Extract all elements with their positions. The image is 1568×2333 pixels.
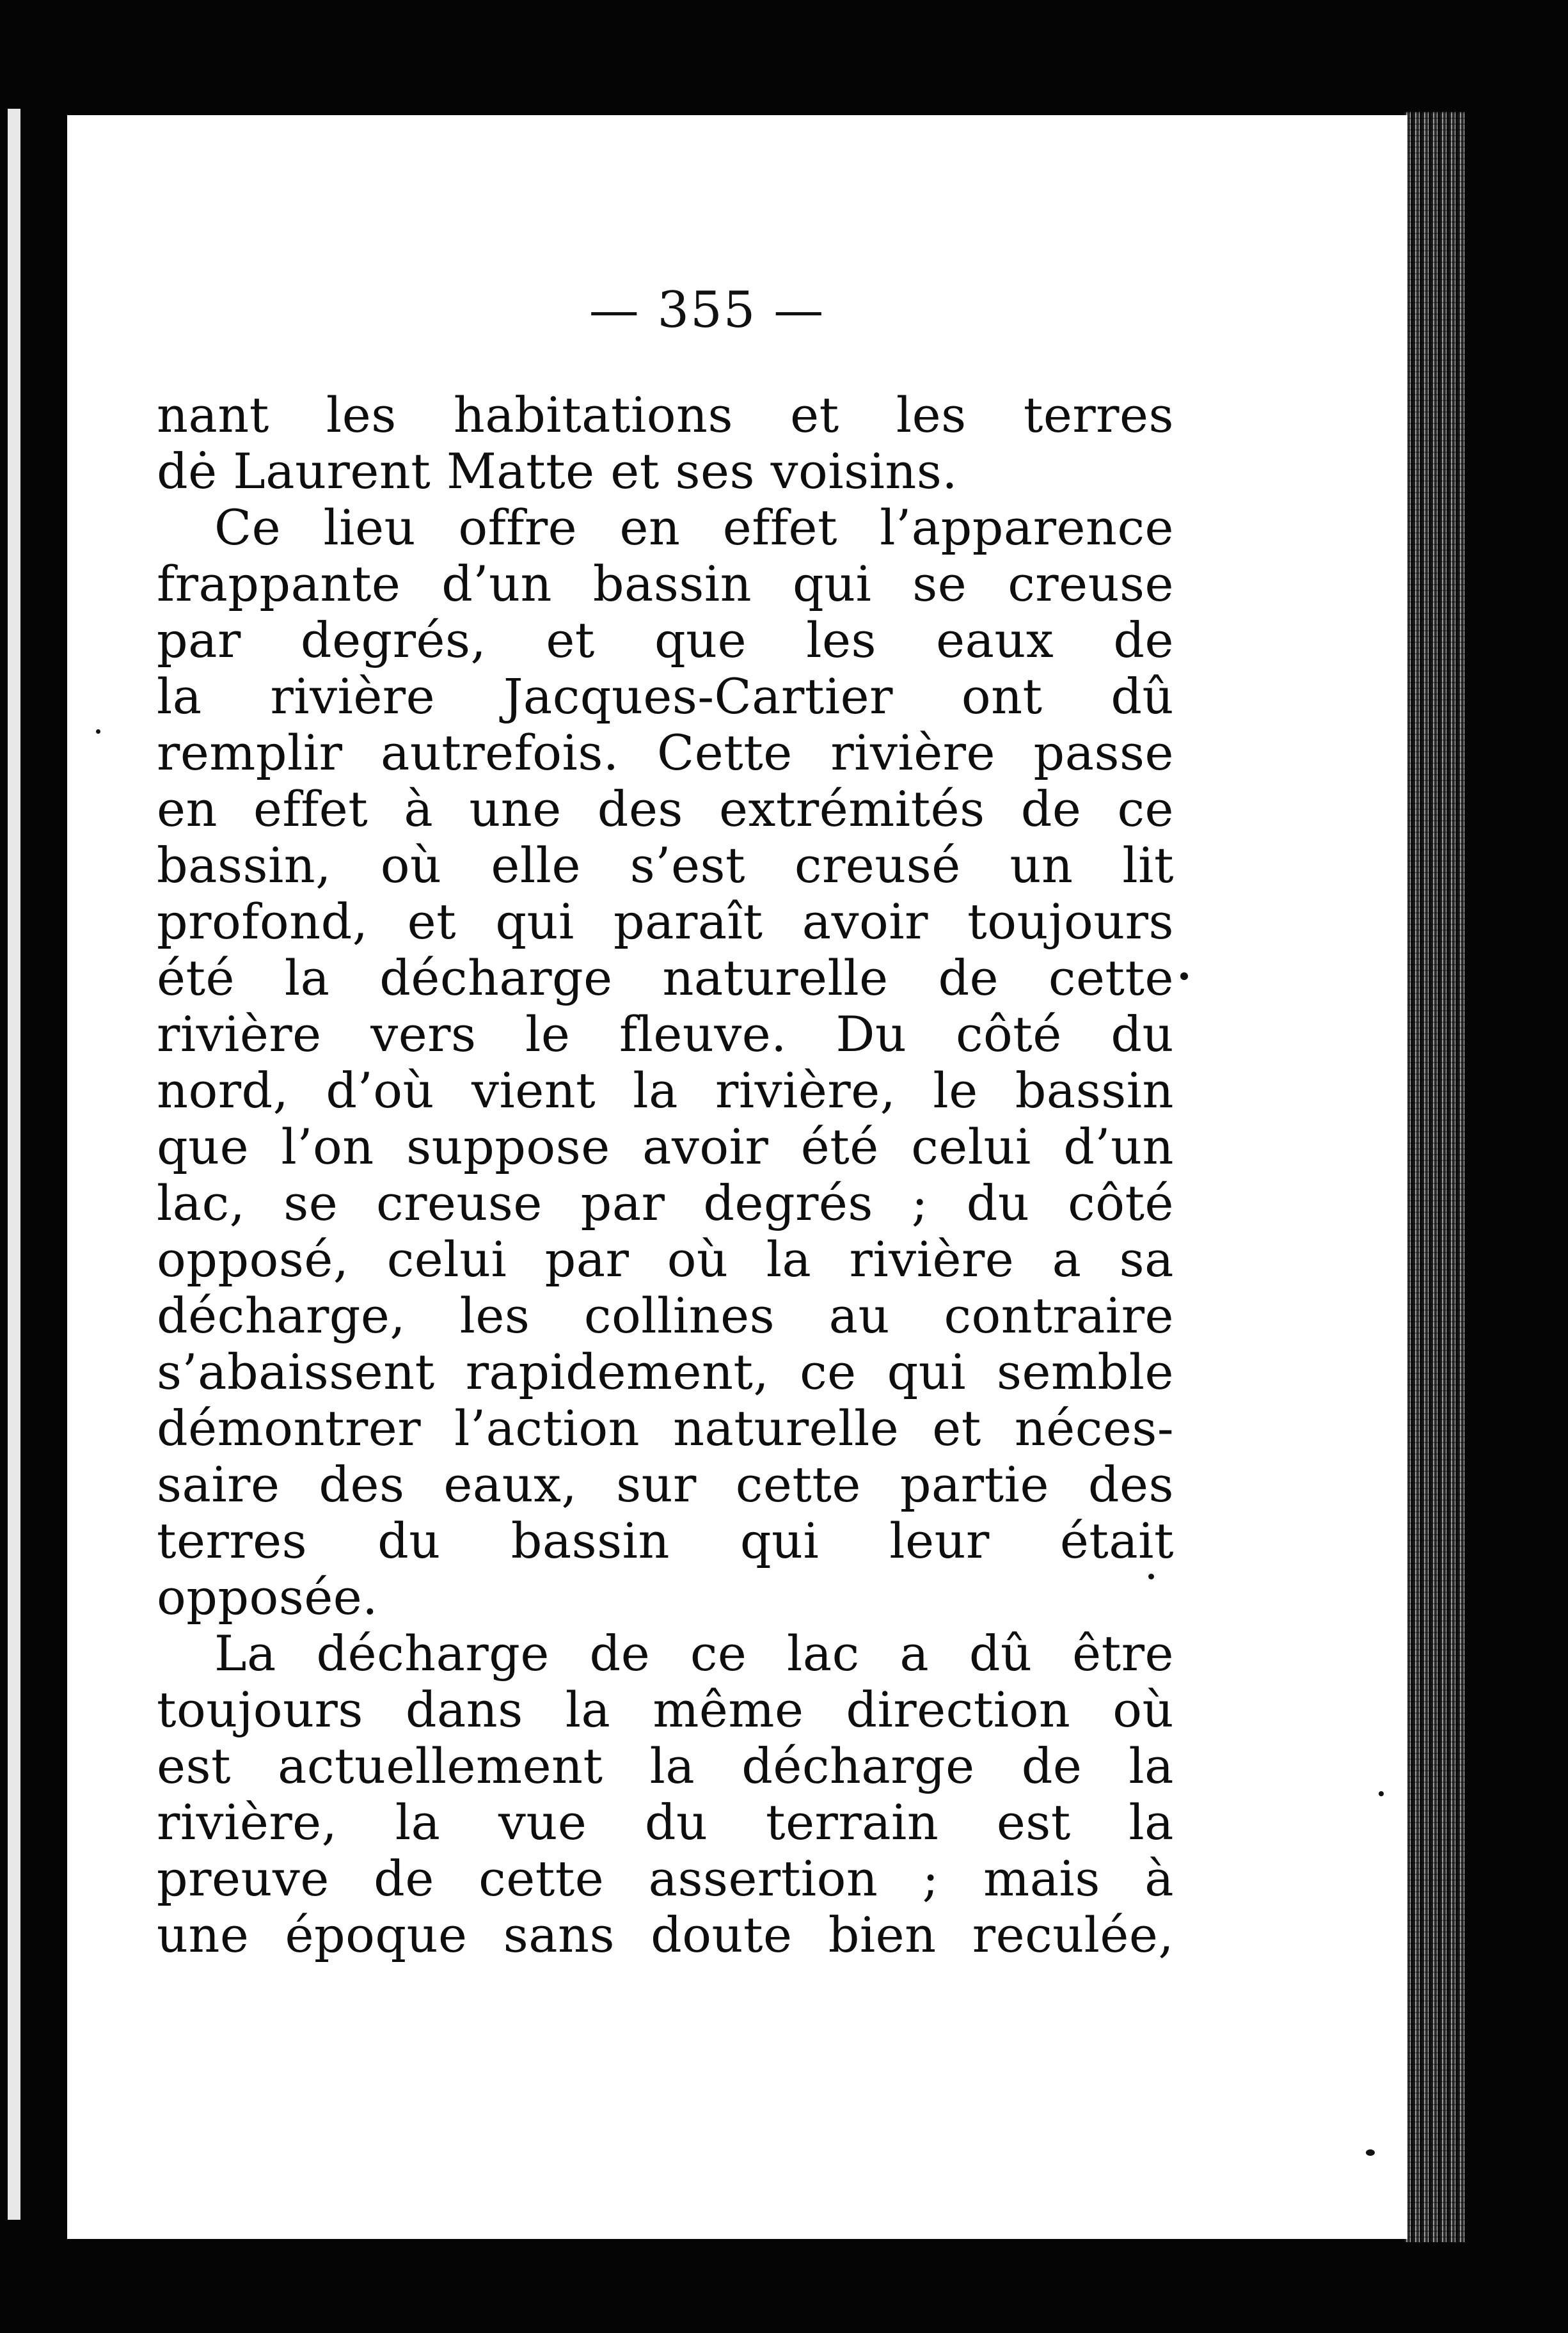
text-line: profond, et qui paraît avoir toujours (157, 893, 1174, 950)
text-line: toujours dans la même direction où (157, 1681, 1174, 1738)
binding-edge (1404, 112, 1465, 2242)
text-line: preuve de cette assertion ; mais à (157, 1850, 1174, 1907)
scan-speck (1148, 1574, 1154, 1579)
text-line: lac, se creuse par degrés ; du côté (157, 1174, 1174, 1231)
text-line: par degrés, et que les eaux de (157, 612, 1174, 668)
text-line: nant les habitations et les terres (157, 386, 1174, 443)
text-line: bassin, où elle s’est creusé un lit (157, 837, 1174, 894)
scan-speck (1366, 2149, 1375, 2156)
text-line: rivière, la vue du terrain est la (157, 1794, 1174, 1851)
text-line: remplir autrefois. Cette rivière passe (157, 724, 1174, 781)
scan-speck (1180, 972, 1188, 980)
body-text (157, 387, 1174, 1963)
book-page (67, 115, 1407, 2239)
text-line: s’abaissent rapidement, ce qui semble (157, 1343, 1174, 1400)
text-line: rivière vers le fleuve. Du côté du (157, 1006, 1174, 1063)
text-line: Ce lieu offre en effet l’apparence (214, 499, 1174, 556)
text-line: que l’on suppose avoir été celui d’un (157, 1118, 1174, 1175)
text-line: dė Laurent Matte et ses voisins. (157, 443, 958, 500)
text-line: saire des eaux, sur cette partie des (157, 1456, 1174, 1513)
text-line: nord, d’où vient la rivière, le bassin (157, 1062, 1174, 1119)
scan-speck (96, 729, 100, 734)
page-number: — 355 — (589, 281, 825, 339)
text-line: terres du bassin qui leur était (157, 1512, 1174, 1569)
text-line: décharge, les collines au contraire (157, 1287, 1174, 1344)
text-line: opposé, celui par où la rivière a sa (157, 1231, 1174, 1288)
scan-speck (1379, 1791, 1384, 1796)
text-line: frappante d’un bassin qui se creuse (157, 555, 1174, 612)
text-line: est actuellement la décharge de la (157, 1737, 1174, 1794)
text-line: en effet à une des extrémités de ce (157, 780, 1174, 837)
text-line: la rivière Jacques-Cartier ont dû (157, 668, 1174, 725)
text-line: La décharge de ce lac a dû être (214, 1625, 1174, 1682)
left-page-edge (8, 109, 20, 2220)
text-line: opposée. (157, 1569, 378, 1625)
text-line: démontrer l’action naturelle et néces- (157, 1400, 1174, 1457)
text-line: une époque sans doute bien reculée, (157, 1906, 1174, 1963)
text-line: été la décharge naturelle de cette (157, 949, 1174, 1006)
